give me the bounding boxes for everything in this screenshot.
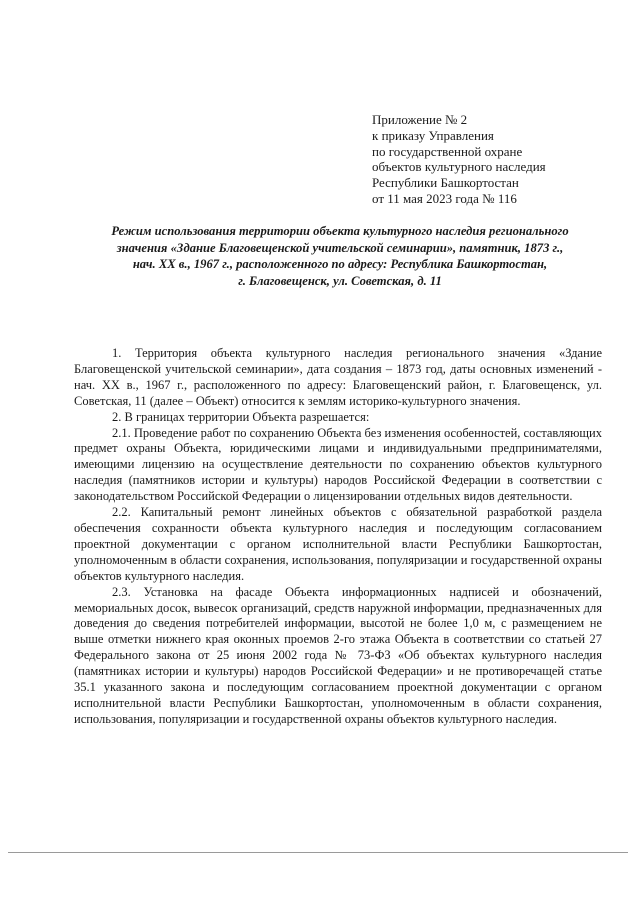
appendix-line: по государственной охране <box>372 143 523 159</box>
document-body <box>74 346 602 728</box>
appendix-line: к приказу Управления <box>372 127 494 143</box>
paragraph-2-3: 2.3. Установка на фасаде Объекта информационных надписей и обозначений, мемориальных досок, вывесок организаций, средств наружной информации, предназначенных для доведения до сведения потребителей информации, высотой не более 1,0 м, с размещением не выше отметки нижнего края оконных проемов 2-го этажа Объекта в соответствии со статьей 27 Федерального закона от 25 июня 2002 года № 73-ФЗ «Об объектах культурного наследия (памятниках истории и культуры) народов Российской Федерации» и не противоречащей статье 35.1 указанного закона и последующим согласованием проектной документации с органом исполнительной власти Республики Башкортостан, уполномоченным в области сохранения, использования, популяризации и государственной охраны объектов культурного наследия. <box>74 584 602 726</box>
paragraph-2-1: 2.1. Проведение работ по сохранению Объекта без изменения особенностей, составляющих предмет охраны Объекта, юридическими лицами и индивидуальными предпринимателями, имеющими лицензию на осуществление деятельности по сохранению объектов культурного наследия (памятников истории и культуры) народов Российской Федерации в соответствии с законодательством Российской Федерации о лицензировании отдельных видов деятельности. <box>74 425 602 504</box>
paragraph-2: 2. В границах территории Объекта разрешается: <box>112 409 370 424</box>
title-line: значения «Здание Благовещенской учительской семинарии», памятник, 1873 г., <box>116 240 564 255</box>
title-line: нач. XX в., 1967 г., расположенного по адресу: Республика Башкортостан, <box>132 257 548 272</box>
appendix-header <box>372 112 622 207</box>
appendix-line: от 11 мая 2023 года № 116 <box>372 190 517 206</box>
paragraph-1: 1. Территория объекта культурного наследия регионального значения «Здание Благовещенской учительской семинарии», дата создания – 1873 год, даты основных изменений - нач. XX в., 1967 г., расположенного по адресу: Благовещенский район, г. Благовещенск, ул. Советская, 11 (далее – Объект) относится к землям историко-культурного значения. <box>74 346 602 408</box>
appendix-line: Приложение № 2 <box>372 112 468 127</box>
appendix-line: Республики Башкортостан <box>372 175 519 191</box>
title-line: г. Благовещенск, ул. Советская, д. 11 <box>238 273 442 288</box>
paragraph-2-2: 2.2. Капитальный ремонт линейных объектов с обязательной разработкой раздела обеспечения сохранности объекта культурного наследия и последующим согласованием проектной документации с органом исполнительной власти Республики Башкортостан, уполномоченным в области сохранения, использования, популяризации и государственной охраны объектов культурного наследия. <box>74 505 602 583</box>
document-title <box>60 223 620 289</box>
title-line: Режим использования территории объекта культурного наследия регионального <box>111 224 569 238</box>
appendix-line: объектов культурного наследия <box>372 159 546 175</box>
page-bottom-divider <box>8 852 628 853</box>
